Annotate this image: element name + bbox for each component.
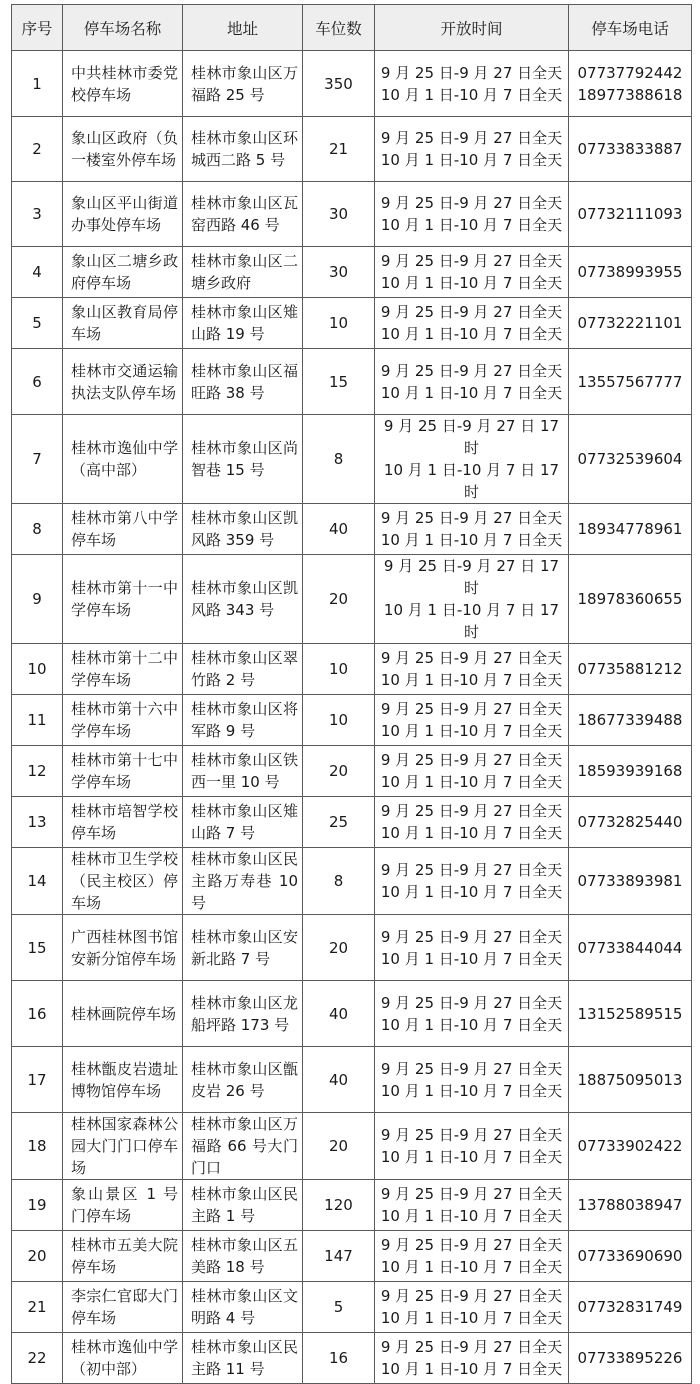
opening-hours-line: 10 月 1 日-10 月 7 日全天: [380, 531, 563, 549]
opening-hours-line: 9 月 25 日-9 月 27 日全天: [380, 1059, 563, 1078]
table-row: [12, 1231, 692, 1282]
parking-phone: [569, 797, 692, 848]
opening-hours-line: 9 月 25 日-9 月 27 日全天: [380, 63, 563, 82]
row-number: 4: [12, 247, 63, 298]
parking-address-text: 桂林市象山区尚智巷 15 号: [191, 439, 298, 479]
opening-hours-line: 10 月 1 日-10 月 7 日全天: [380, 1207, 563, 1225]
parking-phone: [569, 247, 692, 298]
opening-hours-line: 10 月 1 日-10 月 7 日全天: [380, 1015, 563, 1034]
parking-address-text: 桂林市象山区万福路 66 号大门门口: [191, 1115, 298, 1177]
opening-hours-line: 时: [463, 579, 479, 597]
parking-name: [63, 182, 183, 247]
parking-name: [63, 415, 183, 504]
parking-spaces: 8: [303, 415, 375, 504]
opening-hours-line: 9 月 25 日-9 月 27 日全天: [380, 802, 563, 820]
opening-hours-line: 9 月 25 日-9 月 27 日全天: [380, 649, 563, 667]
parking-spaces: 25: [303, 797, 375, 848]
row-number: 1: [12, 51, 63, 117]
opening-hours-line: 10 月 1 日-10 月 7 日全天: [380, 1148, 563, 1166]
parking-name-text: 桂林市培智学校停车场: [71, 802, 178, 842]
table-row: [12, 848, 692, 915]
parking-name: [63, 247, 183, 298]
table-row: [12, 182, 692, 247]
parking-name: [63, 644, 183, 695]
opening-hours-line: 10 月 1 日-10 月 7 日全天: [380, 722, 563, 740]
parking-address: [183, 117, 303, 182]
table-row: [12, 695, 692, 746]
parking-address: [183, 746, 303, 797]
parking-address-text: 桂林市象山区铁西一里 10 号: [191, 751, 298, 791]
parking-phone: [569, 1047, 692, 1113]
header-num: 序号: [12, 5, 63, 51]
opening-hours: [375, 415, 569, 504]
phone-number: 07733844044: [577, 938, 683, 957]
parking-address-text: 桂林市象山区民主路 1 号: [191, 1185, 298, 1225]
parking-phone: [569, 555, 692, 644]
parking-spaces: 40: [303, 981, 375, 1047]
row-number: 21: [12, 1282, 63, 1333]
opening-hours-line: 9 月 25 日-9 月 27 日全天: [380, 303, 563, 321]
parking-address-text: 桂林市象山区福旺路 38 号: [191, 361, 298, 402]
opening-hours-line: 10 月 1 日-10 月 7 日全天: [380, 216, 563, 234]
opening-hours-line: 9 月 25 日-9 月 27 日全天: [380, 1185, 563, 1203]
parking-address: [183, 555, 303, 644]
opening-hours-line: 9 月 25 日-9 月 27 日全天: [380, 252, 563, 270]
table-row: [12, 298, 692, 349]
phone-number: 07732111093: [577, 205, 683, 223]
parking-spaces: 21: [303, 117, 375, 182]
header-phone: 停车场电话: [569, 5, 692, 51]
parking-address: [183, 1282, 303, 1333]
parking-name: [63, 117, 183, 182]
opening-hours-line: 10 月 1 日-10 月 7 日全天: [380, 949, 563, 968]
opening-hours: [375, 1333, 569, 1384]
parking-name-text: 桂林市第十六中学停车场: [71, 700, 178, 740]
parking-name: [63, 349, 183, 415]
parking-address-text: 桂林市象山区雉山路 19 号: [191, 303, 298, 343]
parking-phone: [569, 981, 692, 1047]
opening-hours-line: 9 月 25 日-9 月 27 日全天: [380, 751, 563, 769]
opening-hours-line: 9 月 25 日-9 月 27 日全天: [380, 509, 563, 527]
parking-address-text: 桂林市象山区环城西二路 5 号: [191, 129, 298, 169]
parking-address-text: 桂林市象山区龙船坪路 173 号: [191, 993, 298, 1034]
parking-name-text: 桂林国家森林公园大门门口停车场: [71, 1115, 178, 1177]
parking-name: [63, 1231, 183, 1282]
opening-hours: [375, 555, 569, 644]
table-row: [12, 51, 692, 117]
opening-hours: [375, 1047, 569, 1113]
parking-phone: [569, 349, 692, 415]
parking-spaces: 40: [303, 1047, 375, 1113]
parking-address-text: 桂林市象山区文明路 4 号: [191, 1287, 298, 1327]
parking-address: [183, 51, 303, 117]
parking-phone: [569, 644, 692, 695]
row-number: 13: [12, 797, 63, 848]
opening-hours: [375, 848, 569, 915]
parking-name-text: 象山区政府（负一楼室外停车场: [71, 129, 178, 169]
phone-number: 18934778961: [577, 520, 683, 538]
header-hours: 开放时间: [375, 5, 569, 51]
opening-hours-line: 10 月 1 日-10 月 7 日全天: [380, 383, 563, 402]
parking-address: [183, 415, 303, 504]
parking-spaces: 30: [303, 247, 375, 298]
opening-hours-line: 9 月 25 日-9 月 27 日全天: [380, 861, 563, 879]
row-number: 5: [12, 298, 63, 349]
opening-hours: [375, 182, 569, 247]
parking-phone: [569, 415, 692, 504]
parking-address-text: 桂林市象山区凯风路 359 号: [191, 509, 298, 549]
opening-hours-line: 10 月 1 日-10 月 7 日全天: [380, 1360, 563, 1378]
parking-spaces: 20: [303, 746, 375, 797]
parking-phone: [569, 695, 692, 746]
parking-spaces: 5: [303, 1282, 375, 1333]
parking-spaces: 10: [303, 644, 375, 695]
parking-spaces: 10: [303, 695, 375, 746]
table-row: [12, 349, 692, 415]
row-number: 19: [12, 1180, 63, 1231]
row-number: 22: [12, 1333, 63, 1384]
parking-address: [183, 848, 303, 915]
parking-address: [183, 1333, 303, 1384]
parking-name-text: 广西桂林图书馆安新分馆停车场: [71, 927, 178, 968]
parking-address: [183, 182, 303, 247]
parking-name-text: 象山区二塘乡政府停车场: [71, 252, 178, 292]
table-row: [12, 915, 692, 981]
parking-address: [183, 349, 303, 415]
row-number: 7: [12, 415, 63, 504]
phone-number: 07738993955: [577, 263, 683, 281]
phone-number: 07733690690: [577, 1247, 683, 1265]
parking-name-text: 桂林市第十一中学停车场: [71, 579, 178, 619]
parking-address-text: 桂林市象山区雉山路 7 号: [191, 802, 298, 842]
opening-hours-line: 10 月 1 日-10 月 7 日 17: [383, 601, 560, 619]
opening-hours: [375, 1231, 569, 1282]
parking-name-text: 桂林市逸仙中学（初中部）: [71, 1338, 178, 1378]
parking-phone: [569, 51, 692, 117]
parking-address-text: 桂林市象山区翠竹路 2 号: [191, 649, 298, 689]
parking-spaces: 8: [303, 848, 375, 915]
table-row: [12, 415, 692, 504]
parking-address: [183, 298, 303, 349]
table-row: [12, 981, 692, 1047]
table-row: [12, 555, 692, 644]
parking-address-text: 桂林市象山区五美路 18 号: [191, 1236, 298, 1276]
table-row: [12, 644, 692, 695]
parking-address: [183, 1047, 303, 1113]
phone-number: 07733893981: [577, 872, 683, 890]
opening-hours-line: 10 月 1 日-10 月 7 日全天: [380, 1258, 563, 1276]
parking-name: [63, 555, 183, 644]
opening-hours: [375, 504, 569, 555]
header-address: 地址: [183, 5, 303, 51]
opening-hours-line: 10 月 1 日-10 月 7 日全天: [380, 773, 563, 791]
parking-name-text: 桂林市逸仙中学（高中部）: [71, 439, 178, 479]
parking-name-text: 桂林市第十二中学停车场: [71, 649, 178, 689]
row-number: 16: [12, 981, 63, 1047]
parking-spaces: 10: [303, 298, 375, 349]
parking-address-text: 桂林市象山区二塘乡政府: [191, 252, 298, 292]
phone-number: 07733833887: [577, 140, 683, 158]
opening-hours-line: 9 月 25 日-9 月 27 日全天: [380, 1287, 563, 1305]
table-row: [12, 247, 692, 298]
parking-name-text: 桂林市第八中学停车场: [71, 509, 178, 549]
parking-address: [183, 1231, 303, 1282]
phone-number: 07733902422: [577, 1137, 683, 1155]
opening-hours-line: 9 月 25 日-9 月 27 日全天: [380, 927, 563, 946]
row-number: 3: [12, 182, 63, 247]
parking-address-text: 桂林市象山区民主路 11 号: [191, 1338, 298, 1378]
row-number: 11: [12, 695, 63, 746]
parking-name: [63, 848, 183, 915]
opening-hours-line: 9 月 25 日-9 月 27 日全天: [380, 194, 563, 212]
opening-hours-line: 10 月 1 日-10 月 7 日全天: [380, 274, 563, 292]
row-number: 12: [12, 746, 63, 797]
row-number: 2: [12, 117, 63, 182]
opening-hours: [375, 695, 569, 746]
parking-name: [63, 981, 183, 1047]
header-spaces: 车位数: [303, 5, 375, 51]
phone-number: 07733895226: [577, 1349, 683, 1367]
phone-number: 18593939168: [577, 762, 683, 780]
parking-name-text: 桂林市卫生学校（民主校区）停车场: [71, 850, 178, 912]
opening-hours: [375, 1113, 569, 1180]
parking-phone: [569, 117, 692, 182]
parking-name-text: 桂林甑皮岩遗址博物馆停车场: [71, 1059, 178, 1100]
table-row: [12, 797, 692, 848]
parking-name-text: 中共桂林市委党校停车场: [71, 63, 178, 104]
phone-number: 07732831749: [577, 1298, 683, 1316]
table-body: [12, 51, 692, 1384]
parking-name: [63, 797, 183, 848]
parking-phone: [569, 1231, 692, 1282]
parking-address-text: 桂林市象山区瓦窑西路 46 号: [191, 194, 298, 234]
phone-number: 13557567777: [577, 372, 683, 391]
phone-number: 18977388618: [577, 85, 683, 104]
phone-number: 18677339488: [577, 711, 683, 729]
opening-hours-line: 9 月 25 日-9 月 27 日全天: [380, 1236, 563, 1254]
parking-phone: [569, 915, 692, 981]
parking-phone: [569, 1333, 692, 1384]
phone-number: 13788038947: [577, 1196, 683, 1214]
opening-hours-line: 9 月 25 日-9 月 27 日全天: [380, 1126, 563, 1144]
opening-hours-line: 时: [463, 439, 479, 457]
opening-hours-line: 10 月 1 日-10 月 7 日 17: [383, 461, 560, 479]
parking-address: [183, 247, 303, 298]
parking-address: [183, 644, 303, 695]
parking-spaces: 147: [303, 1231, 375, 1282]
parking-spaces: 20: [303, 1113, 375, 1180]
parking-address: [183, 981, 303, 1047]
opening-hours-line: 10 月 1 日-10 月 7 日全天: [380, 85, 563, 104]
parking-name: [63, 695, 183, 746]
opening-hours-line: 9 月 25 日-9 月 27 日 17: [383, 417, 560, 435]
phone-number: 07737792442: [577, 63, 683, 82]
parking-name-text: 象山景区 1 号门停车场: [71, 1185, 178, 1225]
phone-number: 07732825440: [577, 813, 683, 831]
opening-hours-line: 10 月 1 日-10 月 7 日全天: [380, 824, 563, 842]
phone-number: 18875095013: [577, 1070, 683, 1089]
parking-address-text: 桂林市象山区将军路 9 号: [191, 700, 298, 740]
parking-name-text: 象山区教育局停车场: [71, 303, 178, 343]
parking-spaces: 350: [303, 51, 375, 117]
opening-hours: [375, 349, 569, 415]
opening-hours: [375, 51, 569, 117]
parking-phone: [569, 746, 692, 797]
opening-hours: [375, 1282, 569, 1333]
parking-phone: [569, 504, 692, 555]
parking-spaces: 20: [303, 915, 375, 981]
parking-name-text: 桂林市第十七中学停车场: [71, 751, 178, 791]
parking-address: [183, 1180, 303, 1231]
opening-hours: [375, 117, 569, 182]
header-row: [12, 5, 692, 51]
parking-spaces: 40: [303, 504, 375, 555]
opening-hours-line: 9 月 25 日-9 月 27 日全天: [380, 361, 563, 380]
parking-phone: [569, 182, 692, 247]
parking-spaces: 20: [303, 555, 375, 644]
phone-number: 18978360655: [577, 590, 683, 608]
parking-lot-table: [11, 4, 692, 1384]
parking-address-text: 桂林市象山区安新北路 7 号: [191, 927, 298, 968]
phone-number: 07735881212: [577, 660, 683, 678]
opening-hours-line: 9 月 25 日-9 月 27 日全天: [380, 700, 563, 718]
parking-address-text: 桂林市象山区凯风路 343 号: [191, 579, 298, 619]
table-row: [12, 1282, 692, 1333]
opening-hours: [375, 915, 569, 981]
parking-address: [183, 1113, 303, 1180]
opening-hours: [375, 298, 569, 349]
parking-address: [183, 695, 303, 746]
parking-name-text: 桂林画院停车场: [71, 1004, 177, 1023]
opening-hours: [375, 644, 569, 695]
parking-address: [183, 915, 303, 981]
opening-hours: [375, 981, 569, 1047]
parking-name: [63, 1113, 183, 1180]
parking-name: [63, 504, 183, 555]
table-row: [12, 1113, 692, 1180]
opening-hours-line: 10 月 1 日-10 月 7 日全天: [380, 1309, 563, 1327]
parking-name: [63, 1047, 183, 1113]
phone-number: 13152589515: [577, 1004, 683, 1023]
table-row: [12, 1180, 692, 1231]
parking-name: [63, 51, 183, 117]
table-row: [12, 504, 692, 555]
phone-number: 07732539604: [577, 450, 683, 468]
parking-name-text: 李宗仁官邸大门停车场: [71, 1287, 178, 1327]
parking-spaces: 15: [303, 349, 375, 415]
parking-address-text: 桂林市象山区万福路 25 号: [191, 63, 298, 104]
parking-address-text: 桂林市象山区民主路万寿巷 10 号: [191, 850, 298, 912]
opening-hours-line: 10 月 1 日-10 月 7 日全天: [380, 883, 563, 901]
row-number: 9: [12, 555, 63, 644]
row-number: 20: [12, 1231, 63, 1282]
parking-address: [183, 797, 303, 848]
parking-name: [63, 1282, 183, 1333]
opening-hours-line: 9 月 25 日-9 月 27 日 17: [383, 557, 560, 575]
opening-hours-line: 时: [463, 483, 479, 501]
row-number: 15: [12, 915, 63, 981]
table-row: [12, 1047, 692, 1113]
parking-name: [63, 298, 183, 349]
parking-phone: [569, 1180, 692, 1231]
parking-address: [183, 504, 303, 555]
parking-name: [63, 915, 183, 981]
parking-phone: [569, 298, 692, 349]
opening-hours: [375, 247, 569, 298]
opening-hours-line: 10 月 1 日-10 月 7 日全天: [380, 325, 563, 343]
parking-name: [63, 746, 183, 797]
opening-hours-line: 10 月 1 日-10 月 7 日全天: [380, 671, 563, 689]
opening-hours-line: 9 月 25 日-9 月 27 日全天: [380, 1338, 563, 1356]
row-number: 8: [12, 504, 63, 555]
table-row: [12, 117, 692, 182]
opening-hours-line: 10 月 1 日-10 月 7 日全天: [380, 151, 563, 169]
parking-name-text: 桂林市五美大院停车场: [71, 1236, 178, 1276]
opening-hours-line: 9 月 25 日-9 月 27 日全天: [380, 993, 563, 1012]
opening-hours-line: 9 月 25 日-9 月 27 日全天: [380, 129, 563, 147]
header-name: 停车场名称: [63, 5, 183, 51]
row-number: 10: [12, 644, 63, 695]
row-number: 17: [12, 1047, 63, 1113]
row-number: 18: [12, 1113, 63, 1180]
parking-name: [63, 1180, 183, 1231]
parking-spaces: 120: [303, 1180, 375, 1231]
opening-hours: [375, 746, 569, 797]
table-row: [12, 746, 692, 797]
parking-spaces: 16: [303, 1333, 375, 1384]
parking-address-text: 桂林市象山区甑皮岩 26 号: [191, 1059, 298, 1100]
parking-spaces: 30: [303, 182, 375, 247]
row-number: 14: [12, 848, 63, 915]
opening-hours: [375, 1180, 569, 1231]
parking-phone: [569, 848, 692, 915]
parking-phone: [569, 1282, 692, 1333]
opening-hours-line: 10 月 1 日-10 月 7 日全天: [380, 1081, 563, 1100]
parking-name-text: 象山区平山街道办事处停车场: [71, 194, 178, 234]
parking-name: [63, 1333, 183, 1384]
opening-hours: [375, 797, 569, 848]
row-number: 6: [12, 349, 63, 415]
opening-hours-line: 时: [463, 623, 479, 641]
phone-number: 07732221101: [577, 314, 683, 332]
parking-name-text: 桂林市交通运输执法支队停车场: [71, 361, 178, 402]
table-row: [12, 1333, 692, 1384]
parking-phone: [569, 1113, 692, 1180]
